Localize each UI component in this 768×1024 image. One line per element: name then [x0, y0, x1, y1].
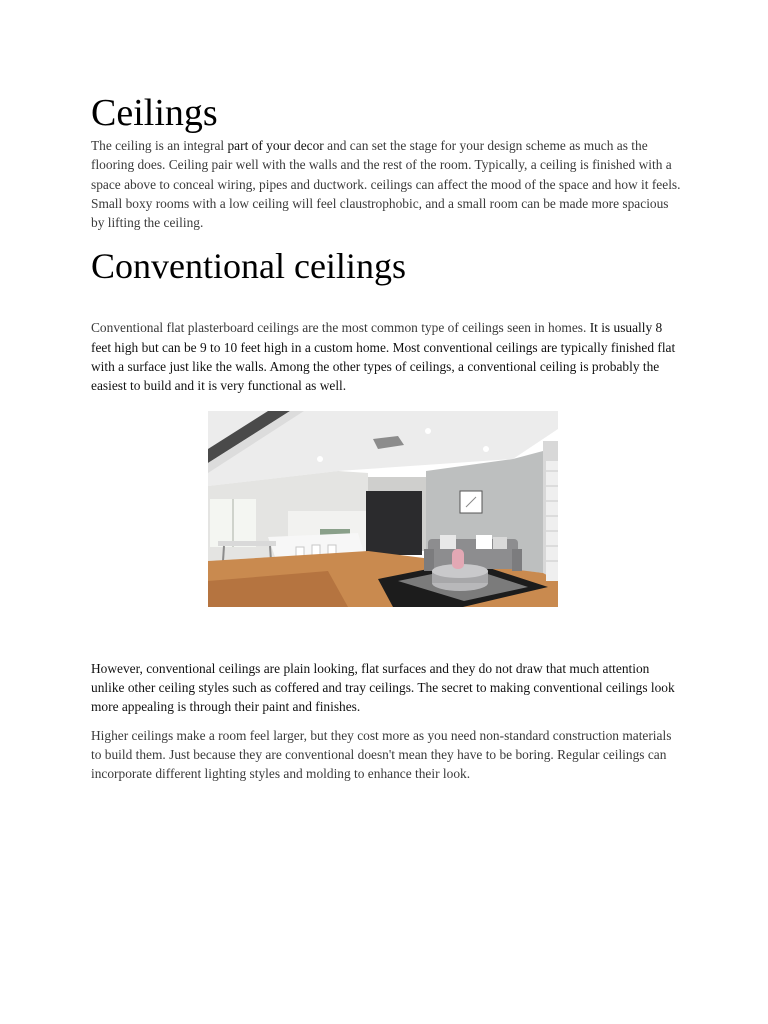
paragraph-higher-ceilings: Higher ceilings make a room feel larger, but they cost more as you need non-standard construction materials to build them. Just because they are conventional doesn't mean they have to be boring. Regular ceilings can incorporate different lighting styles and molding to enhance their look. — [91, 727, 672, 782]
intro-text-end: and can set the stage for your design scheme as much as the flooring does. Ceiling pair well with the walls and the rest of the room. Typically, a ceiling is finished with a space above to conceal wiring, pipes and ductwork. ceilings can affect the mood of the space and how it feels. Small boxy rooms with a low ceiling will feel claustrophobic, and a small room can be made more spacious by lifting the ceiling. — [91, 138, 681, 231]
heading-conventional-ceilings: Conventional ceilings — [91, 246, 406, 287]
paragraph-ceilings-intro — [91, 136, 681, 232]
living-room-photo — [208, 411, 558, 607]
intro-text-start: The ceiling is an integral — [91, 138, 228, 153]
document-content — [91, 94, 681, 783]
decor-link[interactable]: part of your decor — [227, 138, 324, 153]
conventional-text-end: It is usually 8 feet high but can be 9 to 10 feet high in a custom home. Most conventional ceilings are typically finished flat with a surface just like the walls. Among the other types of ceilings, a conventional ceiling is probably the easiest to build and it is very functional as well. — [91, 320, 676, 394]
paragraph-conventional-intro — [91, 318, 681, 395]
paragraph-conventional-appearance: However, conventional ceilings are plain looking, flat surfaces and they do not draw that much attention unlike other ceiling styles such as coffered and tray ceilings. The secret to making conventional ceilings look more appealing is through their paint and finishes. — [91, 660, 675, 715]
heading-ceilings: Ceilings — [91, 92, 218, 134]
conventional-text-start: Conventional flat plasterboard ceilings are the most common type of ceilings seen in homes. — [91, 320, 590, 336]
